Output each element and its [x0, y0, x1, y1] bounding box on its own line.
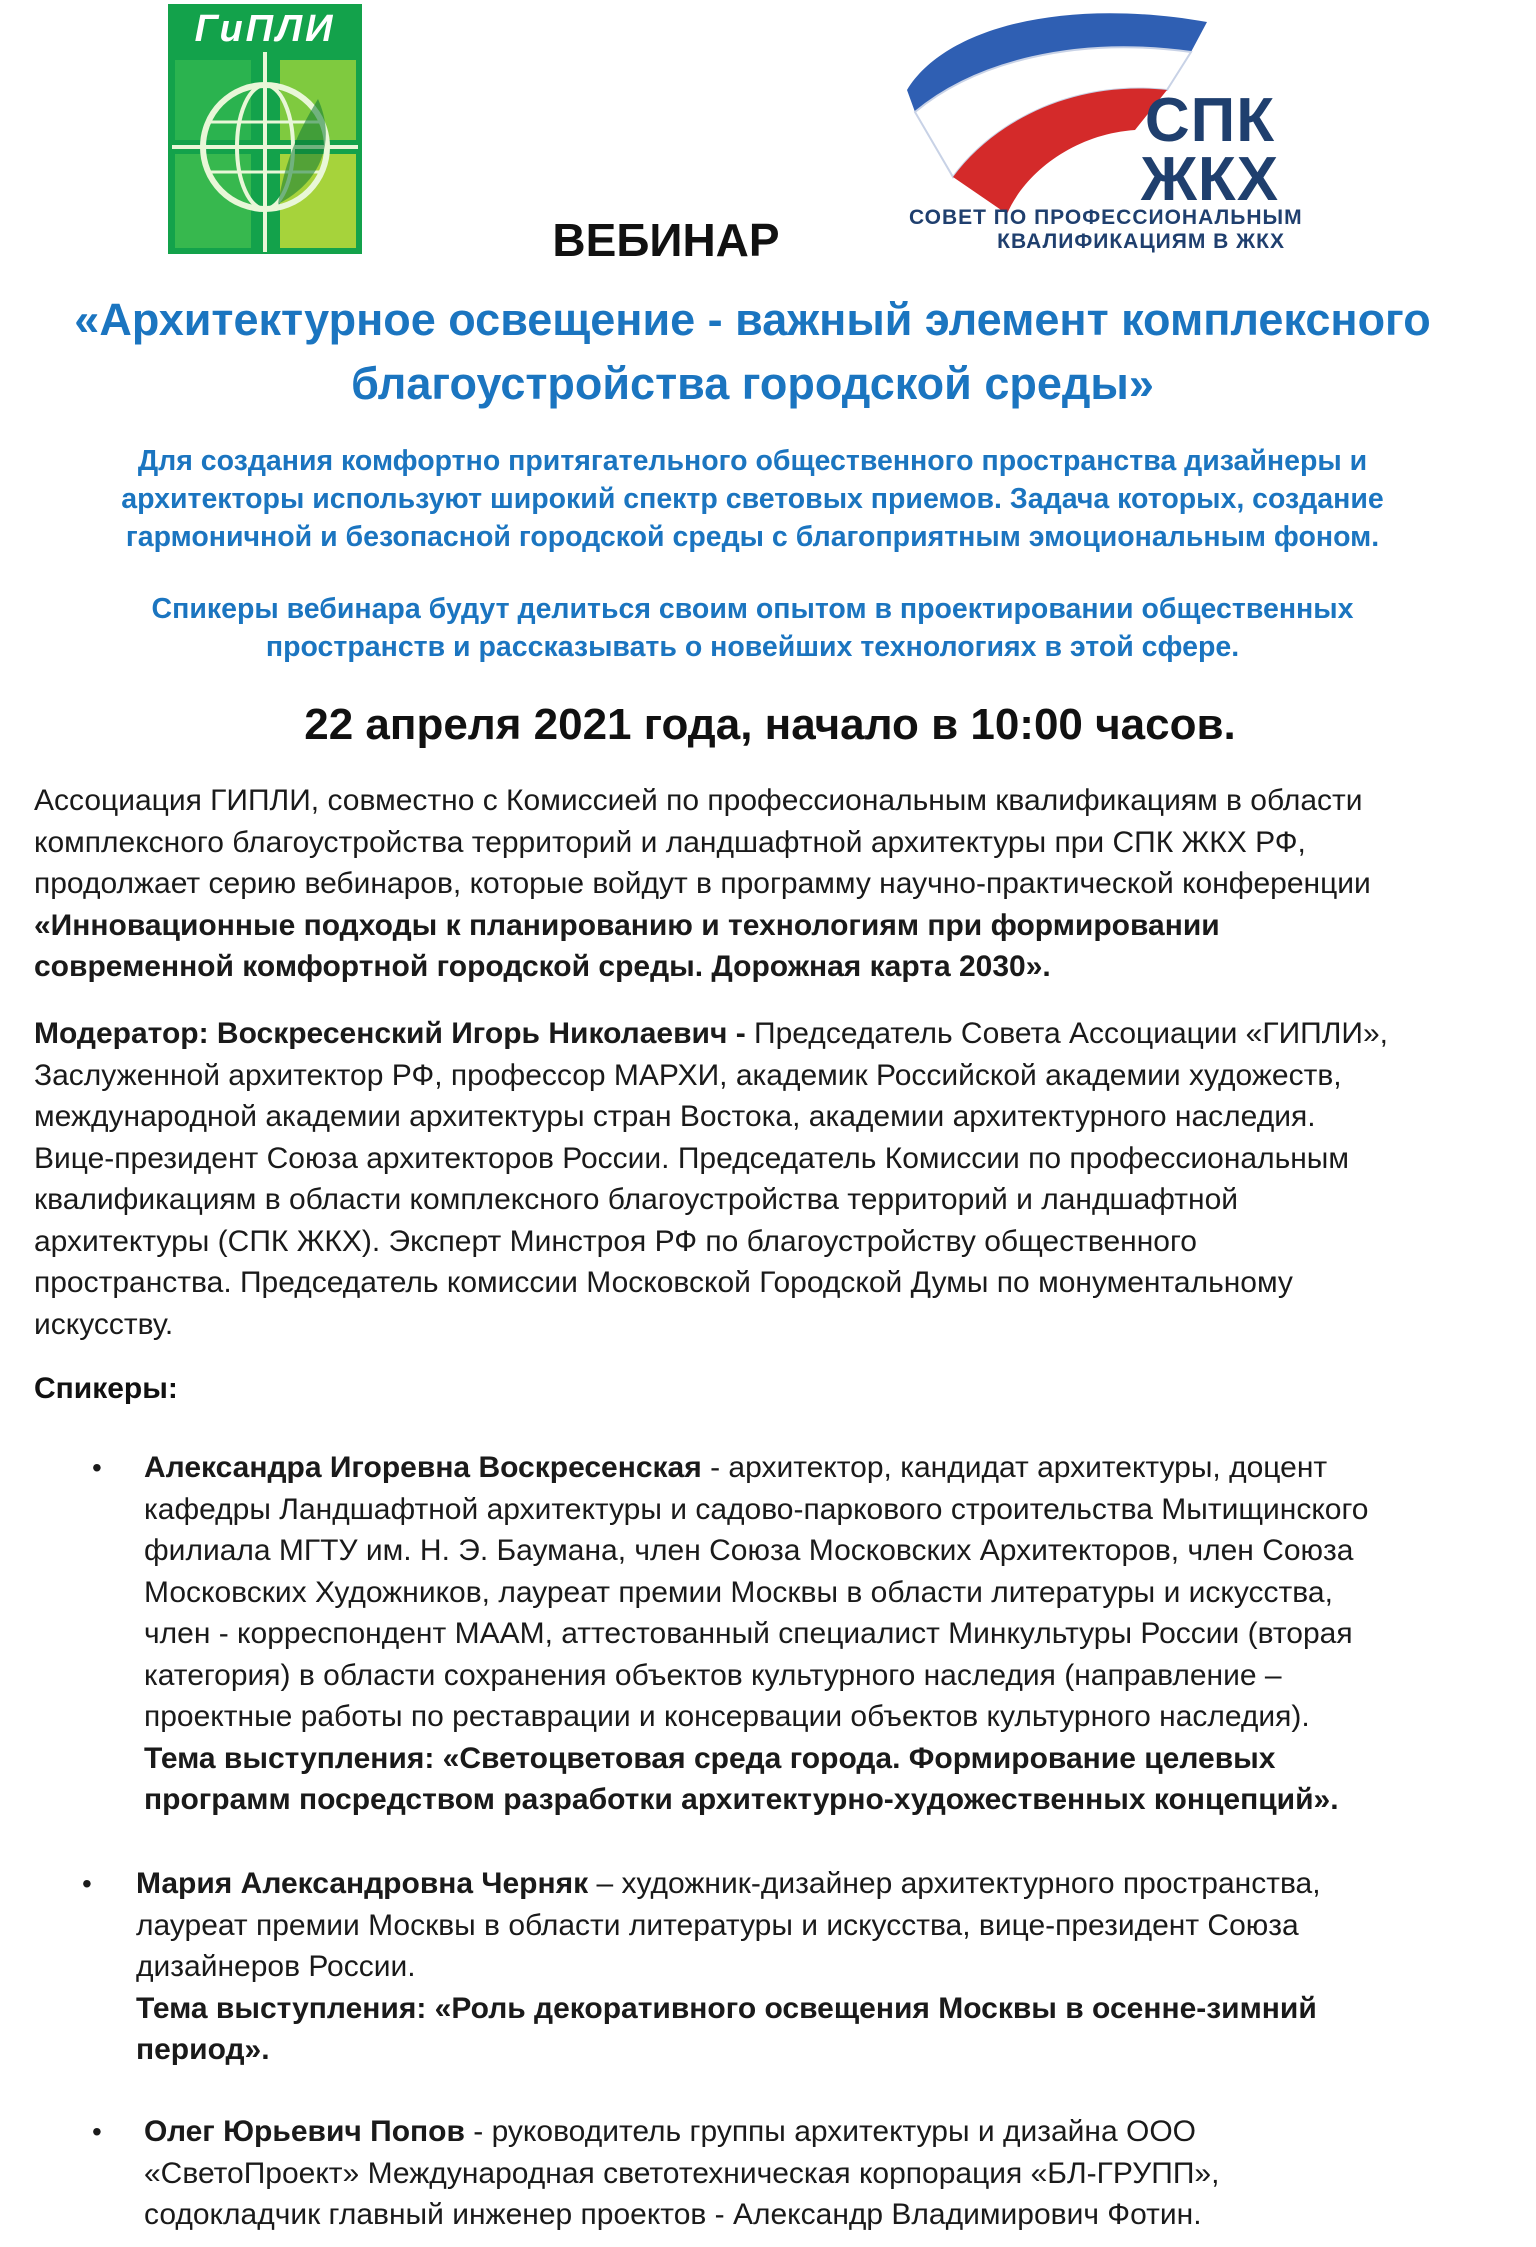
paragraph-line: продолжает серию вебинаров, которые войдут в программу научно-практической конференции — [34, 867, 1371, 900]
speaker-bio: - архитектор, кандидат архитектуры, доцент — [701, 1451, 1328, 1484]
paragraph-line: «СветоПроект» Международная светотехническая корпорация «БЛ-ГРУПП», — [144, 2156, 1220, 2190]
moderator-paragraph — [34, 1013, 1504, 1345]
speaker-name: Александра Игоревна Воскресенская — [144, 1451, 702, 1484]
paragraph-line: квалификациям в области комплексного благоустройства территорий и ландшафтной — [34, 1183, 1239, 1216]
speaker-content — [144, 2111, 1494, 2236]
paragraph-line: Ассоциация ГИПЛИ, совместно с Комиссией по профессиональным квалификациям в области — [34, 784, 1363, 817]
paragraph-line: Заслуженной архитектор РФ, профессор МАРХИ, академик Российской академии художеств, — [34, 1058, 1342, 1092]
paragraph-line — [34, 1013, 1504, 1055]
paragraph-line: проектные работы по реставрации и консервации объектов культурного наследия). — [144, 1700, 1310, 1733]
paragraph-line: лауреат премии Москвы в области литературы и искусства, вице-президент Союза — [136, 1908, 1299, 1942]
paragraph-line — [136, 1863, 1486, 1905]
speaker-name: Мария Александровна Черняк — [136, 1867, 589, 1900]
intro-line: архитекторы используют широкий спектр световых приемов. Задача которых, создание — [121, 483, 1384, 515]
intro-line: Спикеры вебинара будут делиться своим опытом в проектировании общественных — [151, 593, 1354, 625]
paragraph-line: кафедры Ландшафтной архитектуры и садово-паркового строительства Мытищинского — [144, 1492, 1369, 1526]
bullet-icon: • — [92, 2116, 102, 2147]
event-date: 22 апреля 2021 года, начало в 10:00 часов. — [304, 700, 1236, 749]
paragraph-line: категория) в области сохранения объектов культурного наследия (направление – — [144, 1658, 1282, 1692]
paragraph-line: Вице-президент Союза архитекторов России. Председатель Комиссии по профессиональным — [34, 1141, 1349, 1175]
speaker-topic: период». — [136, 2033, 270, 2066]
intro-line: Для создания комфортно притягательного общественного пространства дизайнеры и — [137, 445, 1368, 477]
gipli-logo-text: ГиПЛИ — [194, 8, 336, 50]
paragraph-line: международной академии архитектуры стран Востока, академии архитектурного наследия. — [34, 1100, 1316, 1133]
moderator-label: Модератор: Воскресенский Игорь Николаевич - — [34, 1017, 746, 1050]
paragraph-line — [144, 1447, 1494, 1489]
spk-logo-sub2: КВАЛИФИКАЦИЯМ В ЖКХ — [997, 230, 1285, 253]
conference-title-line: современной комфортной городской среды. Дорожная карта 2030». — [34, 950, 1051, 983]
paragraph-line: Московских Художников, лауреат премии Москвы в области литературы и искусства, — [144, 1575, 1333, 1609]
speaker-topic: Тема выступления: «Роль декоративного освещения Москвы в осенне-зимний — [136, 1991, 1317, 2025]
speaker-name: Олег Юрьевич Попов — [144, 2115, 465, 2148]
bullet-icon: • — [82, 1868, 92, 1899]
webinar-heading: ВЕБИНАР — [552, 214, 780, 266]
paragraph-line: архитектуры (СПК ЖКХ). Эксперт Минстроя РФ по благоустройству общественного — [34, 1224, 1197, 1258]
paragraph-line: искусству. — [34, 1307, 174, 1341]
speaker-bio: - руководитель группы архитектуры и дизайна ООО — [464, 2115, 1197, 2148]
paragraph-line: филиала МГТУ им. Н. Э. Баумана, член Союза Московских Архитекторов, член Союза — [144, 1534, 1354, 1567]
paragraph-line: пространства. Председатель комиссии Московской Городской Думы по монументальному — [34, 1266, 1293, 1299]
speakers-heading: Спикеры: — [34, 1372, 178, 1405]
speaker-content — [144, 1447, 1494, 1821]
paragraph-line: комплексного благоустройства территорий и ландшафтной архитектуры при СПК ЖКХ РФ, — [34, 825, 1306, 859]
speaker-content — [136, 1863, 1486, 2071]
paragraph-line: дизайнеров России. — [136, 1950, 416, 1983]
paragraph-line — [144, 2111, 1494, 2153]
speaker-topic: Тема выступления: «Светоцветовая среда города. Формирование целевых — [144, 1741, 1276, 1775]
intro-paragraph-2 — [40, 590, 1465, 666]
intro-line: гармоничной и безопасной городской среды с благоприятным эмоциональным фоном. — [125, 521, 1380, 553]
intro-line: пространств и рассказывать о новейших технологиях в этой сфере. — [265, 631, 1240, 663]
bullet-icon: • — [92, 1452, 102, 1483]
spk-logo-line1: СПК — [1144, 86, 1276, 155]
association-paragraph — [34, 780, 1504, 988]
event-title-line-2: благоустройства городской среды» — [351, 358, 1154, 409]
moderator-text: Председатель Совета Ассоциации «ГИПЛИ», — [745, 1017, 1389, 1050]
intro-paragraph-1 — [40, 442, 1465, 556]
spk-logo-line2: ЖКХ — [1140, 145, 1280, 214]
speaker-bio: – художник-дизайнер архитектурного пространства, — [588, 1867, 1321, 1900]
conference-title-line: «Инновационные подходы к планированию и технологиям при формировании — [34, 908, 1220, 942]
event-title — [40, 288, 1465, 416]
paragraph-line: содокладчик главный инженер проектов - Александр Владимирович Фотин. — [144, 2198, 1202, 2231]
spk-logo-sub1: СОВЕТ ПО ПРОФЕССИОНАЛЬНЫМ — [909, 206, 1303, 229]
event-title-line-1: «Архитектурное освещение - важный элемент комплексного — [74, 294, 1431, 345]
speaker-topic: программ посредством разработки архитектурно-художественных концепций». — [144, 1783, 1339, 1816]
paragraph-line: член - корреспондент МААМ, аттестованный специалист Минкультуры России (вторая — [144, 1617, 1353, 1650]
